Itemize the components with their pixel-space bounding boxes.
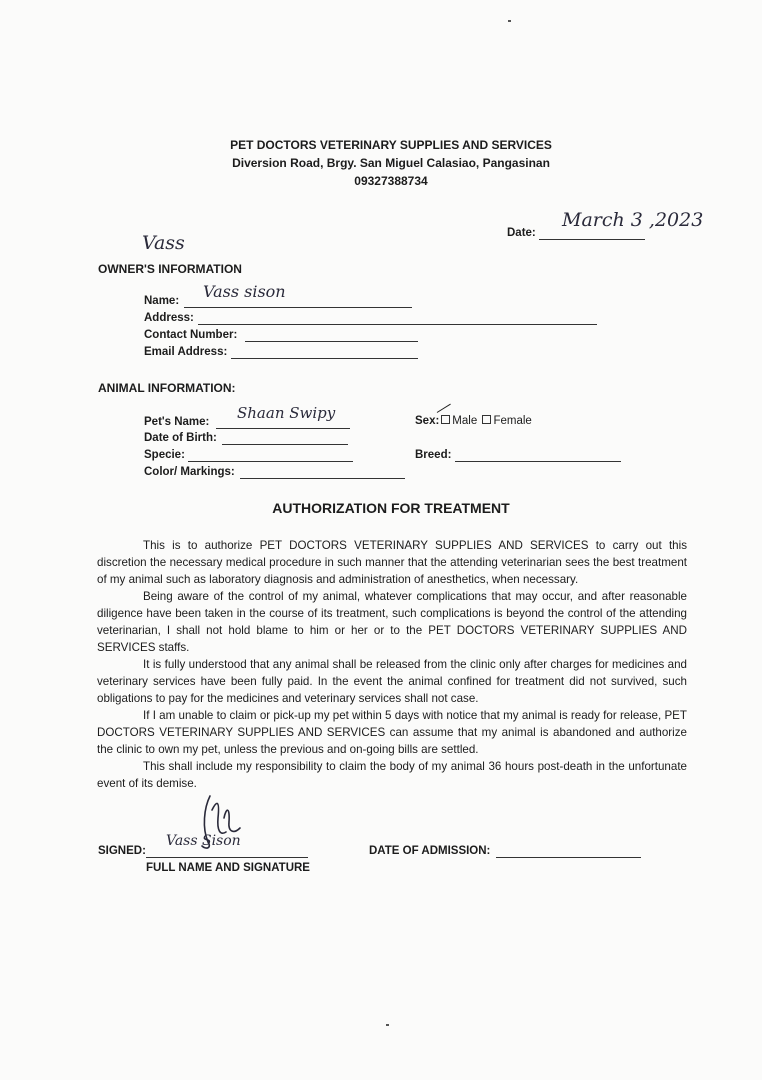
scan-speck <box>508 20 511 22</box>
signature-line <box>146 857 308 858</box>
dob-label: Date of Birth: <box>144 432 217 444</box>
specie-line[interactable] <box>188 461 353 462</box>
scan-speck <box>386 1024 389 1026</box>
authorization-title: AUTHORIZATION FOR TREATMENT <box>272 500 510 516</box>
authorization-paragraph: This shall include my responsibility to claim the body of my animal 36 hours post-death in the unfortunate event of its demise. <box>97 760 687 790</box>
pet-name-line <box>216 428 350 429</box>
check-mark-icon <box>437 404 451 413</box>
sex-female-label: Female <box>493 415 532 427</box>
owner-section-title: OWNER'S INFORMATION <box>98 262 242 276</box>
owner-email-label: Email Address: <box>144 346 228 358</box>
signed-name-value[interactable]: Vass Sison <box>166 833 241 849</box>
authorization-paragraph: Being aware of the control of my animal, whatever complications that may occur, and after reasonable diligence have been taken in the course of its treatment, such complications is beyond the control of the attending veterinarian, I shall not hold blame to him or her or to the PET DOCTORS VETERINARY SUPPLIES AND SERVICES staffs. <box>97 590 687 654</box>
owner-address-line[interactable] <box>198 324 597 325</box>
dob-line[interactable] <box>222 444 348 445</box>
admission-line[interactable] <box>496 857 641 858</box>
owner-email-line[interactable] <box>231 358 418 359</box>
color-label: Color/ Markings: <box>144 466 235 478</box>
female-checkbox[interactable] <box>482 415 491 424</box>
company-address: Diversion Road, Brgy. San Miguel Calasiao, Pangasinan <box>232 156 550 170</box>
owner-name-line <box>184 307 412 308</box>
owner-name-value[interactable]: Vass sison <box>203 282 286 301</box>
admission-label: DATE OF ADMISSION: <box>369 845 491 857</box>
pet-name-label: Pet's Name: <box>144 416 210 428</box>
company-phone: 09327388734 <box>354 174 428 188</box>
color-line[interactable] <box>240 478 405 479</box>
sex-label: Sex: <box>415 415 440 427</box>
authorization-body <box>97 537 687 792</box>
owner-address-label: Address: <box>144 312 194 324</box>
breed-label: Breed: <box>415 449 452 461</box>
owner-contact-label: Contact Number: <box>144 329 238 341</box>
owner-contact-line[interactable] <box>245 341 418 342</box>
specie-label: Specie: <box>144 449 185 461</box>
authorization-paragraph: If I am unable to claim or pick-up my pet within 5 days with notice that my animal is ready for release, PET DOCTORS VETERINARY SUPPLIES AND SERVICES can assume that my animal is abandoned and authorize the clinic to own my pet, unless the previous and on-going bills are settled. <box>97 709 687 756</box>
date-label: Date: <box>507 227 536 239</box>
pet-name-value[interactable]: Shaan Swipy <box>237 404 336 422</box>
margin-note: Vass <box>142 232 185 254</box>
date-line <box>539 239 645 240</box>
owner-name-label: Name: <box>144 295 180 307</box>
signed-label: SIGNED: <box>98 845 146 857</box>
authorization-paragraph: This is to authorize PET DOCTORS VETERINARY SUPPLIES AND SERVICES to carry out this discretion the necessary medical procedure in such manner that the attending veterinarian sees the best treatment of my animal such as laboratory diagnosis and administration of anesthetics, when necessary. <box>97 539 687 586</box>
male-checkbox[interactable] <box>441 415 450 424</box>
authorization-paragraph: It is fully understood that any animal shall be released from the clinic only after charges for medicines and veterinary services have been fully paid. In the event the animal confined for treatment did not survived, such obligations to pay for the medicines and veterinary services shall not case. <box>97 658 687 705</box>
sex-male-label: Male <box>452 415 478 427</box>
sex-field <box>415 415 532 427</box>
date-value[interactable]: March 3 ,2023 <box>562 209 704 231</box>
animal-section-title: ANIMAL INFORMATION: <box>98 381 236 395</box>
full-name-label: FULL NAME AND SIGNATURE <box>146 862 310 874</box>
company-name: PET DOCTORS VETERINARY SUPPLIES AND SERVICES <box>230 138 552 152</box>
breed-line[interactable] <box>455 461 621 462</box>
